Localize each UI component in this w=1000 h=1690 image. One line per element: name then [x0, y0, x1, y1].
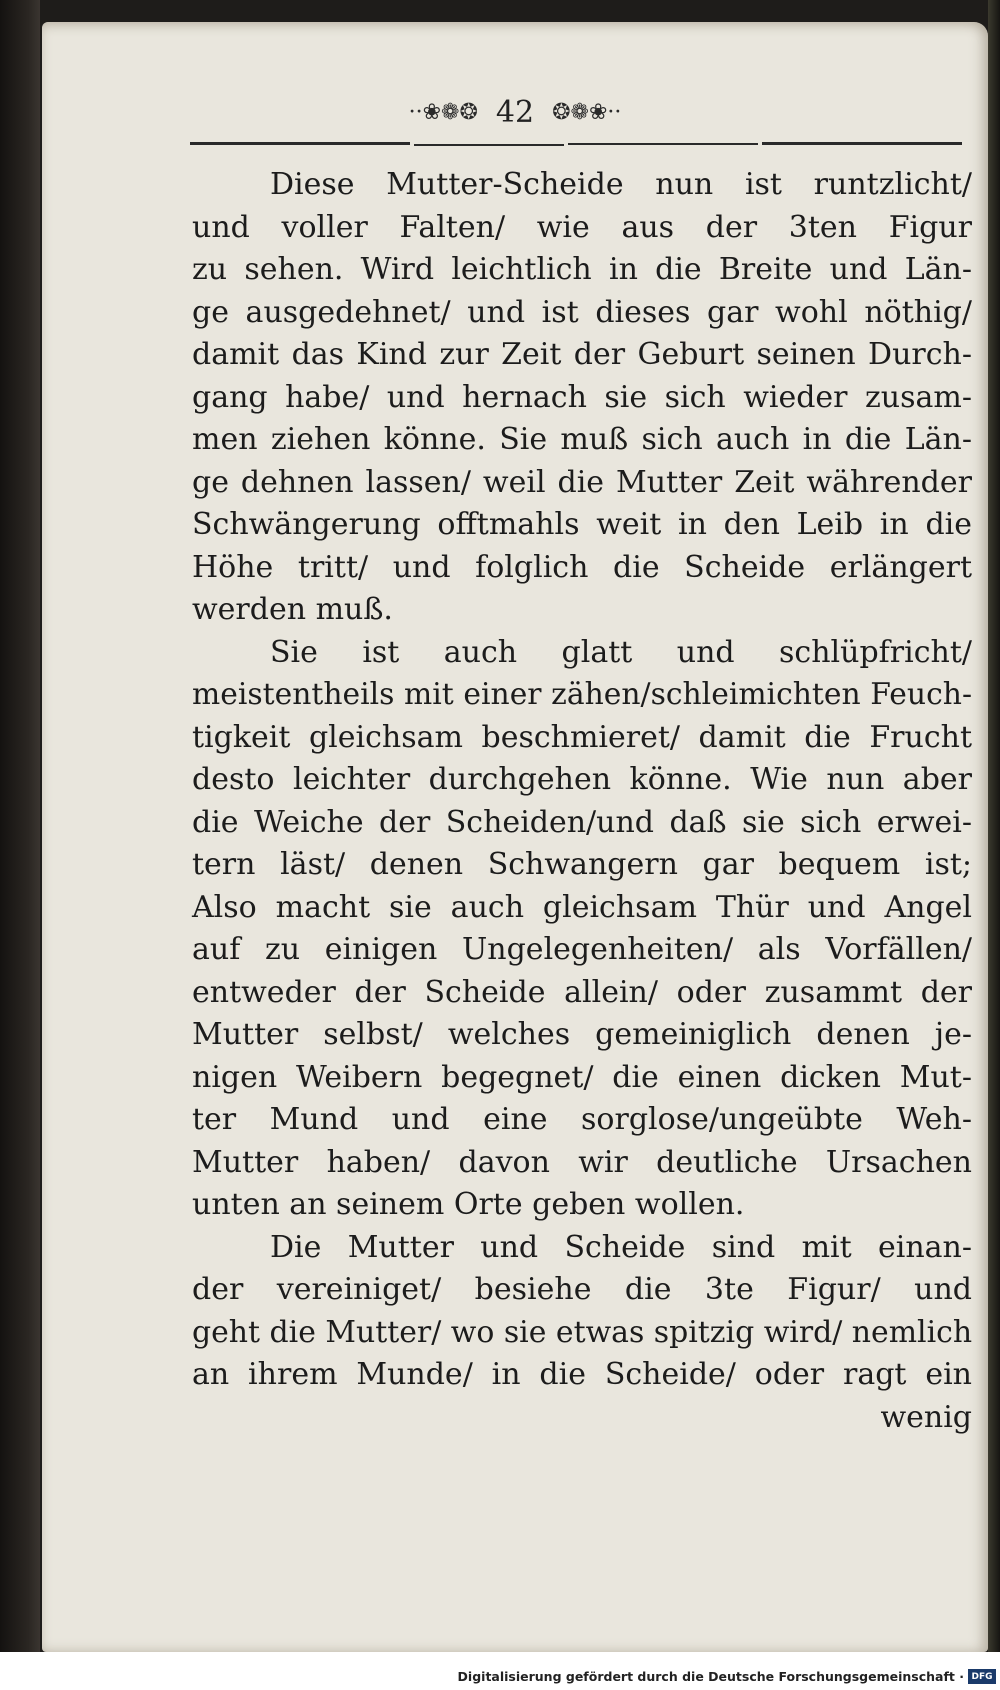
text-line: Die Mutter und Scheide sind mit einan-: [270, 1229, 972, 1265]
text-line: und voller Falten/ wie aus der 3ten Figur: [192, 209, 972, 245]
text-line: unten an seinem Orte geben wollen.: [192, 1187, 745, 1222]
dfg-logo-icon: DFG: [968, 1669, 996, 1684]
text-line: Diese Mutter-Scheide nun ist runtzlicht/: [270, 167, 972, 202]
header-rule: [190, 142, 410, 145]
footer-bar: [0, 1652, 1000, 1690]
text-line: ge ausgedehnet/ und ist dieses gar wohl nöthig/: [192, 294, 972, 330]
page-header: [42, 90, 988, 134]
text-line: damit das Kind zur Zeit der Geburt seinen Durch-: [192, 337, 972, 372]
text-line: an ihrem Munde/ in die Scheide/ oder ragt ein: [192, 1357, 972, 1392]
text-line: zu sehen. Wird leichtlich in die Breite und Län-: [192, 252, 972, 287]
page-edge-shadow: [988, 0, 1000, 1690]
page-content: [42, 22, 988, 1652]
page-number: 42: [495, 94, 535, 130]
ornament-left-icon: ··❀❁❂: [408, 99, 478, 125]
text-line: meistentheils mit einer zähen/schleimichten Feuch-: [192, 677, 972, 712]
book-page: [42, 22, 988, 1652]
text-line: auf zu einigen Ungelegenheiten/ als Vorfällen/: [192, 932, 972, 967]
ornament-right-icon: ❂❁❀··: [552, 99, 622, 125]
text-line: nigen Weibern begegnet/ die einen dicken Mut-: [192, 1059, 972, 1095]
text-line: ge dehnen lassen/ weil die Mutter Zeit währender: [192, 464, 972, 500]
text-line: Mutter selbst/ welches gemeiniglich denen je-: [192, 1017, 972, 1052]
text-line: Also macht sie auch gleichsam Thür und Angel: [192, 889, 972, 925]
text-line: Schwängerung offtmahls weit in den Leib in die: [192, 507, 972, 542]
text-line: die Weiche der Scheiden/und daß sie sich erwei-: [192, 804, 972, 840]
header-rule: [414, 144, 564, 146]
text-line: tigkeit gleichsam beschmieret/ damit die Frucht: [192, 719, 972, 755]
text-line: tern läst/ denen Schwangern gar bequem ist;: [192, 847, 972, 882]
text-line: ter Mund und eine sorglose/ungeübte Weh-: [192, 1102, 972, 1137]
text-line: gang habe/ und hernach sie sich wieder zusam-: [192, 379, 972, 415]
text-line: men ziehen könne. Sie muß sich auch in die Län-: [192, 422, 972, 457]
book-binding-edge: [0, 0, 40, 1690]
header-rule: [568, 143, 758, 145]
text-line: Höhe tritt/ und folglich die Scheide erlängert: [192, 549, 972, 585]
text-line: entweder der Scheide allein/ oder zusammt der: [192, 974, 972, 1010]
funding-credit: Digitalisierung gefördert durch die Deutsche Forschungsgemeinschaft ·: [457, 1669, 964, 1684]
body-text: [192, 164, 972, 1439]
text-line: geht die Mutter/ wo sie etwas spitzig wird/ nemlich: [192, 1314, 973, 1350]
text-line: der vereiniget/ besiehe die 3te Figur/ und: [192, 1272, 972, 1307]
text-line: werden muß.: [192, 592, 393, 627]
text-line: Mutter haben/ davon wir deutliche Ursachen: [192, 1144, 972, 1180]
text-line: Sie ist auch glatt und schlüpfricht/: [270, 634, 972, 670]
catchword: wenig: [880, 1399, 972, 1435]
text-line: desto leichter durchgehen könne. Wie nun aber: [192, 762, 972, 797]
header-rule: [762, 142, 962, 145]
